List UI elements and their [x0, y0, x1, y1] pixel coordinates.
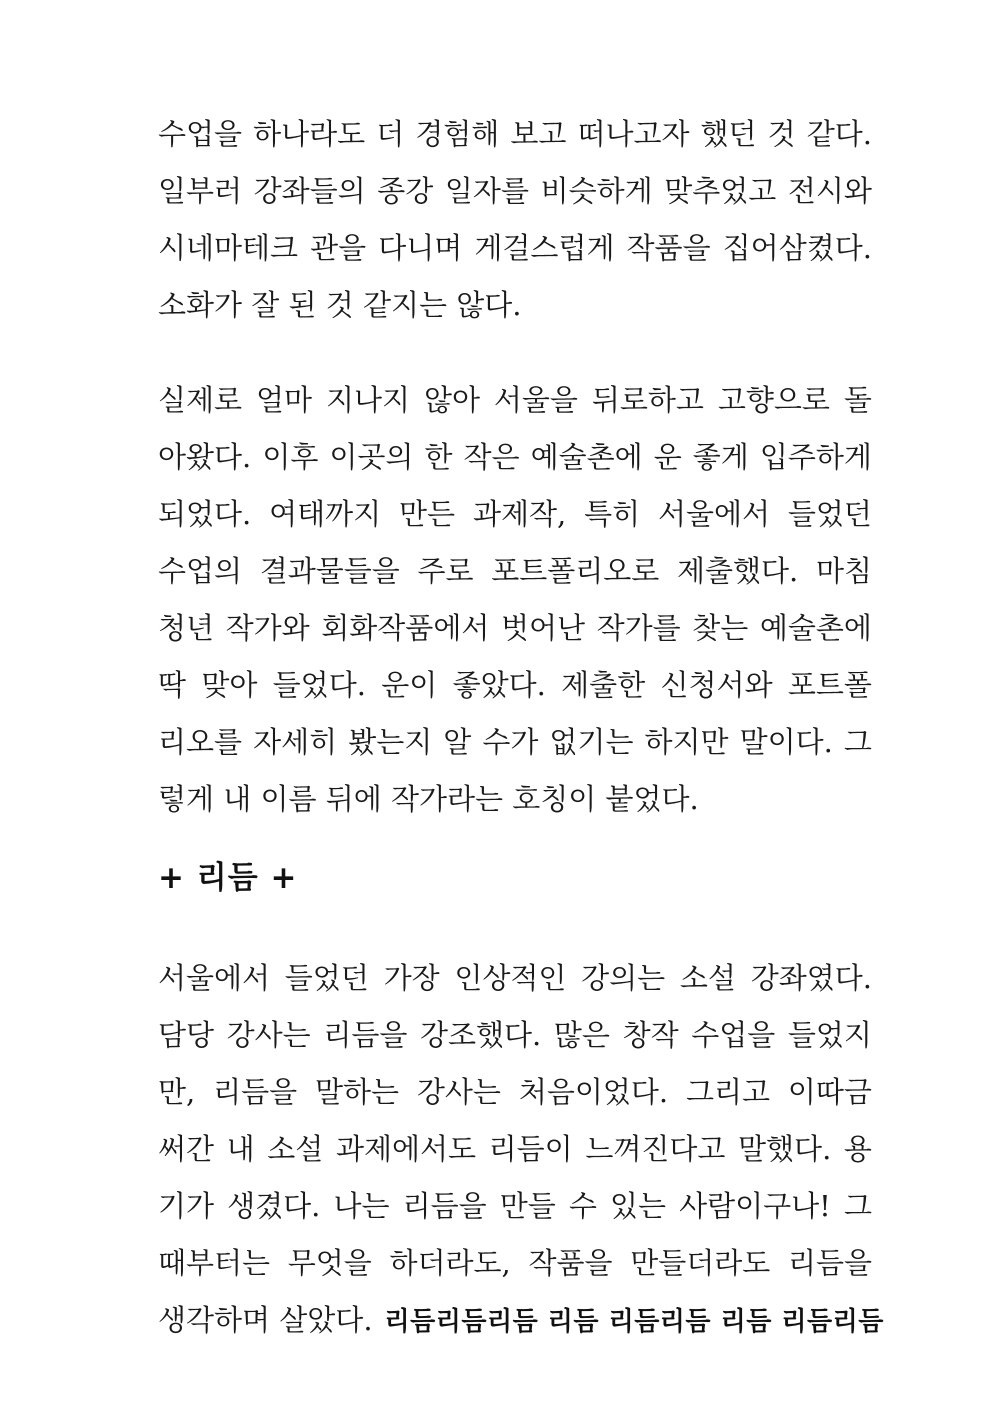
text-line	[158, 1121, 872, 1178]
word: 써간	[158, 1132, 215, 1166]
word: 리듬을	[402, 1189, 487, 1223]
line-text: 생각하며 살았다.	[158, 1303, 373, 1337]
word: 만들더라도	[630, 1246, 771, 1280]
paragraph-3	[158, 950, 884, 1349]
word: 리듬을	[213, 1075, 298, 1109]
text-line	[158, 1292, 884, 1349]
word: 가장	[383, 961, 440, 995]
word: 했던	[700, 117, 757, 151]
word: 수업을	[158, 117, 243, 151]
word: 무엇을	[287, 1246, 372, 1280]
word: 보고	[510, 117, 567, 151]
text-line	[158, 486, 872, 543]
text-line	[158, 714, 872, 771]
word: 마침	[815, 554, 872, 588]
text-line	[158, 277, 872, 334]
word: 수업의	[158, 554, 243, 588]
word: 작품을	[528, 1246, 613, 1280]
word: 회화작품에서	[321, 611, 490, 645]
word: 들었다.	[272, 668, 366, 702]
word: 고향으로	[717, 383, 830, 417]
word: 작품을	[626, 231, 711, 265]
word: 강사는	[416, 1075, 501, 1109]
word: 찾는	[692, 611, 749, 645]
word: 실제로	[158, 383, 243, 417]
word: 청년	[158, 611, 215, 645]
word: 특히	[584, 497, 641, 531]
word: 관을	[310, 231, 367, 265]
word: 소설	[679, 961, 736, 995]
word: 일부러	[158, 174, 243, 208]
word: 서울에서	[158, 961, 271, 995]
word: 한	[424, 440, 453, 474]
word: 게걸스럽게	[474, 231, 615, 265]
text-line	[158, 163, 872, 220]
word: 때부터는	[158, 1246, 271, 1280]
word: 수가	[482, 725, 539, 759]
text-line	[158, 657, 872, 714]
word: 되었다.	[158, 497, 252, 531]
word: 수	[568, 1189, 597, 1223]
text-line	[158, 771, 872, 828]
word: 내	[226, 1132, 255, 1166]
word: 아왔다.	[158, 440, 252, 474]
word: 강사는	[226, 1018, 311, 1052]
text-line	[158, 220, 872, 277]
word: 시네마테크	[158, 231, 299, 265]
word: 강조했다.	[420, 1018, 542, 1052]
word: 강좌들의	[253, 174, 366, 208]
word: 알	[443, 725, 472, 759]
word: 입주하게	[759, 440, 872, 474]
word: 작가를	[596, 611, 681, 645]
word: 맞아	[201, 668, 258, 702]
text-line	[158, 1064, 872, 1121]
word: 경험해	[415, 117, 500, 151]
word: 주로	[417, 554, 474, 588]
word: 말이다.	[739, 725, 833, 759]
word: 운이	[381, 668, 438, 702]
word: 이곳의	[329, 440, 414, 474]
word: 작가와	[225, 611, 310, 645]
word: 얼마	[255, 383, 313, 417]
word: 리듬이	[488, 1132, 573, 1166]
word: 인상적인	[454, 961, 567, 995]
word: 담당	[158, 1018, 215, 1052]
word: 사람이구나!	[679, 1189, 831, 1223]
word: 좋았다.	[452, 668, 546, 702]
word: 다니며	[378, 231, 463, 265]
word: 나는	[333, 1189, 390, 1223]
word: 만들	[499, 1189, 556, 1223]
word: 리오를	[158, 725, 243, 759]
word: 신청서와	[660, 668, 773, 702]
word: 결과물들을	[259, 554, 400, 588]
word: 예술촌에	[759, 611, 872, 645]
text-line	[158, 543, 872, 600]
word: 지나지	[325, 383, 410, 417]
word: 만든	[399, 497, 456, 531]
line-text: 소화가 잘 된 것 같지는 않다.	[158, 288, 522, 322]
word: 작은	[463, 440, 520, 474]
word: 서울을	[493, 383, 578, 417]
word: 종강	[377, 174, 434, 208]
word: 말하는	[315, 1075, 400, 1109]
word: 강좌였다.	[750, 961, 872, 995]
text-line	[158, 600, 872, 657]
word: 집어삼켰다.	[722, 231, 872, 265]
word: 서울에서	[657, 497, 771, 531]
word: 봤는지	[348, 725, 433, 759]
word: 창작	[622, 1018, 679, 1052]
word: 포트폴리오로	[491, 554, 660, 588]
text-line	[158, 950, 872, 1007]
word: 포트폴	[787, 668, 872, 702]
word: 뒤로하고	[591, 383, 704, 417]
word: 들었던	[787, 497, 872, 531]
word: 자세히	[253, 725, 338, 759]
word: 소설	[267, 1132, 324, 1166]
word: 이따금	[787, 1075, 872, 1109]
word: 그	[843, 1189, 872, 1223]
word: 들었던	[284, 961, 369, 995]
line-text: 렇게 내 이름 뒤에 작가라는 호칭이 붙었다.	[158, 782, 699, 816]
word: 것	[767, 117, 796, 151]
word: 운	[653, 440, 682, 474]
word: 있는	[609, 1189, 667, 1223]
text-line	[158, 429, 872, 486]
text-line	[158, 1007, 872, 1064]
word: 이후	[262, 440, 319, 474]
word: 떠나고자	[577, 117, 690, 151]
paragraph-1	[158, 106, 872, 334]
word: 과제에서도	[335, 1132, 477, 1166]
text-line	[158, 1235, 872, 1292]
word: 좋게	[692, 440, 749, 474]
word: 그	[843, 725, 872, 759]
word: 일자를	[444, 174, 529, 208]
word: 하지만	[644, 725, 729, 759]
word: 만,	[158, 1075, 196, 1109]
section-heading: + 리듬 +	[158, 860, 298, 896]
word: 제출한	[561, 668, 646, 702]
word: 들었지	[787, 1018, 872, 1052]
word: 처음이었다.	[518, 1075, 669, 1109]
word: 여태까지	[269, 497, 382, 531]
word: 용	[843, 1132, 872, 1166]
text-line	[158, 106, 872, 163]
word: 제출했다.	[677, 554, 799, 588]
word: 없기는	[549, 725, 634, 759]
word: 그리고	[685, 1075, 771, 1109]
word: 느껴진다고	[585, 1132, 726, 1166]
text-line	[158, 372, 872, 429]
rhythm-accent-text: 리듬리듬리듬 리듬 리듬리듬 리듬 리듬리듬	[384, 1307, 884, 1337]
word: 예술촌에	[530, 440, 643, 474]
word: 맞추었고	[664, 174, 777, 208]
word: 돌	[843, 383, 872, 417]
word: 전시와	[787, 174, 872, 208]
word: 비슷하게	[540, 174, 653, 208]
word: 기가	[158, 1189, 215, 1223]
word: 딱	[158, 668, 187, 702]
word: 리듬을	[787, 1246, 872, 1280]
word: 강의는	[581, 961, 666, 995]
word: 같다.	[806, 117, 872, 151]
text-line	[158, 1178, 872, 1235]
word: 생겼다.	[227, 1189, 321, 1223]
paragraph-2	[158, 372, 872, 828]
word: 더	[376, 117, 405, 151]
word: 과제작,	[472, 497, 567, 531]
word: 리듬을	[323, 1018, 408, 1052]
word: 하더라도,	[389, 1246, 511, 1280]
word: 수업을	[691, 1018, 776, 1052]
word: 하나라도	[253, 117, 366, 151]
word: 않아	[423, 383, 480, 417]
word: 말했다.	[738, 1132, 832, 1166]
word: 많은	[553, 1018, 610, 1052]
word: 벗어난	[500, 611, 585, 645]
